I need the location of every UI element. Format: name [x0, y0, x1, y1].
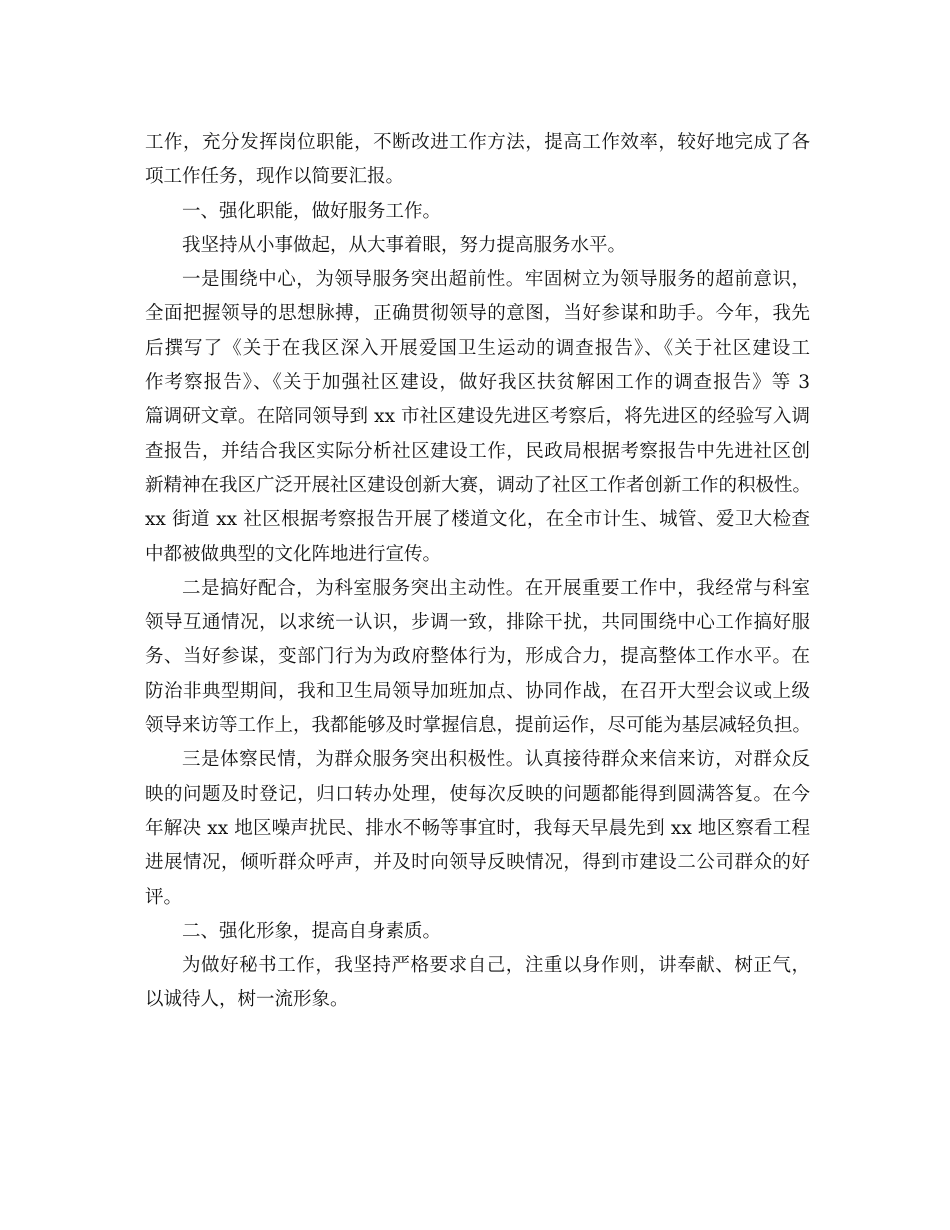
text-line: 二是搞好配合，为科室服务突出主动性。在开展重要工作中，我经常与科室 — [182, 577, 810, 599]
text-line: 后撰写了《关于在我区深入开展爱国卫生运动的调查报告》、《关于社区建设工 — [145, 337, 810, 359]
text-line: 我坚持从小事做起，从大事着眼，努力提高服务水平。 — [182, 234, 627, 256]
text-line: 年解决 xx 地区噪声扰民、排水不畅等事宜时，我每天早晨先到 xx 地区察看工程 — [145, 817, 810, 839]
text-line: 三是体察民情，为群众服务突出积极性。认真接待群众来信来访，对群众反 — [182, 749, 810, 771]
text-line: 一是围绕中心，为领导服务突出超前性。牢固树立为领导服务的超前意识， — [182, 269, 810, 291]
document-body — [145, 126, 810, 1018]
text-line: 领导来访等工作上，我都能够及时掌握信息，提前运作，尽可能为基层减轻负担。 — [145, 715, 812, 737]
text-line: 为做好秘书工作，我坚持严格要求自己，注重以身作则，讲奉献、树正气， — [182, 955, 810, 977]
text-line: 工作，充分发挥岗位职能，不断改进工作方法，提高工作效率，较好地完成了各 — [145, 132, 810, 153]
section-heading: 一、强化职能，做好服务工作。 — [182, 200, 442, 222]
text-line: 进展情况，倾听群众呼声，并及时向领导反映情况，得到市建设二公司群众的好 — [145, 852, 810, 874]
text-line: 评。 — [145, 886, 183, 908]
text-line: 务、当好参谋，变部门行为为政府整体行为，形成合力，提高整体工作水平。在 — [145, 646, 810, 668]
text-line: 新精神在我区广泛开展社区建设创新大赛，调动了社区工作者创新工作的积极性。 — [145, 474, 812, 496]
text-line: 篇调研文章。在陪同领导到 xx 市社区建设先进区考察后，将先进区的经验写入调 — [145, 406, 810, 428]
text-line: 全面把握领导的思想脉搏，正确贯彻领导的意图，当好参谋和助手。今年，我先 — [145, 303, 810, 325]
text-line: 查报告，并结合我区实际分析社区建设工作，民政局根据考察报告中先进社区创 — [145, 440, 810, 462]
text-line: 中都被做典型的文化阵地进行宣传。 — [145, 543, 442, 565]
section-heading: 二、强化形象，提高自身素质。 — [182, 920, 442, 942]
text-line: 领导互通情况，以求统一认识，步调一致，排除干扰，共同围绕中心工作搞好服 — [145, 612, 810, 634]
text-line: 项工作任务，现作以简要汇报。 — [145, 166, 405, 188]
text-line: 防治非典型期间，我和卫生局领导加班加点、协同作战，在召开大型会议或上级 — [145, 680, 810, 702]
text-line: 作考察报告》、《关于加强社区建设，做好我区扶贫解困工作的调查报告》等 3 — [145, 372, 810, 394]
text-line: xx 街道 xx 社区根据考察报告开展了楼道文化，在全市计生、城管、爱卫大检查 — [145, 509, 810, 531]
text-line: 映的问题及时登记，归口转办处理，使每次反映的问题都能得到圆满答复。在今 — [145, 783, 810, 805]
text-line: 以诚待人，树一流形象。 — [145, 989, 349, 1011]
